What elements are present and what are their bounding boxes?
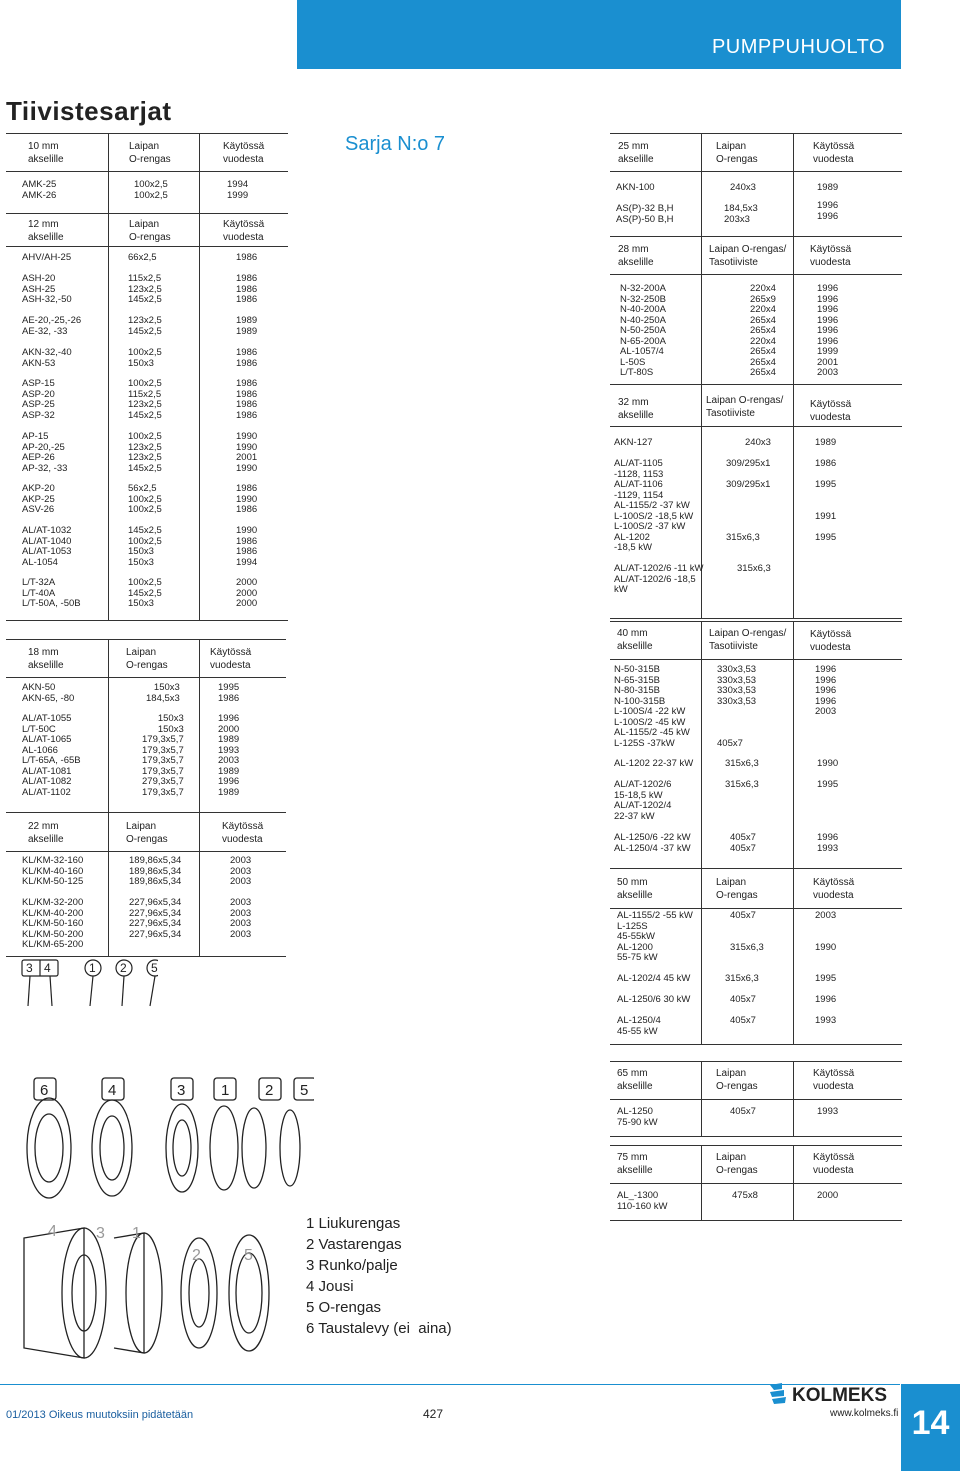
model-cell: AKN-127 (614, 437, 653, 448)
oring-cell: 315x6,3 (725, 973, 759, 984)
year-cell: 2000 (817, 1190, 839, 1201)
page-title: Tiivistesarjat (6, 96, 172, 126)
header-cell: Laipan O-rengas (126, 647, 168, 671)
oring-cell: 100x2,5 100x2,5 (134, 179, 168, 201)
part-number: 3 (177, 1082, 186, 1099)
kolmeks-logo (768, 1381, 900, 1407)
header-cell: 40 mm akselille (617, 628, 653, 652)
oring-cell: 220x4 265x9 220x4 265x4 265x4 220x4 265x4 265x4 265x4 (750, 283, 776, 378)
part-number: 2 (265, 1082, 274, 1099)
year-cell: 1996 (815, 994, 837, 1005)
year-cell: 1989 1989 (236, 315, 258, 337)
oring-cell: 315x6,3 (737, 563, 771, 574)
header-cell: Laipan O-rengas/ Tasotiiviste (709, 244, 787, 268)
model-cell: AL/AT-1105 -1128, 1153 (614, 458, 664, 480)
header-cell: 22 mm akselille (28, 821, 64, 845)
model-cell: AL-1250/4 45-55 kW (617, 1015, 661, 1037)
legend-item: 4 Jousi (306, 1278, 354, 1295)
header-cell: 10 mm akselille (28, 141, 64, 165)
model-cell: AHV/AH-25 (22, 252, 72, 263)
legend-item: 5 O-rengas (306, 1299, 382, 1316)
header-cell: Käytössä vuodesta (813, 1068, 855, 1092)
oring-cell: 240x3 (730, 182, 756, 193)
part-number: 6 (40, 1082, 49, 1099)
header-cell: Laipan O-rengas (716, 877, 758, 901)
footer-note: 01/2013 Oikeus muutoksiin pidätetään (6, 1409, 194, 1421)
model-cell: AL_-1300 110-160 kW (617, 1190, 668, 1212)
year-cell: 1995 1986 (218, 682, 240, 704)
year-cell: 1986 (815, 458, 837, 469)
header-cell: Käytössä vuodesta (222, 821, 264, 845)
part-number: 5 (300, 1082, 309, 1099)
year-cell: 1990 1986 1986 1994 (236, 525, 258, 568)
seal-drawing-parts (14, 1208, 294, 1378)
header-cell: 28 mm akselille (618, 244, 654, 268)
oring-cell: 405x7 (730, 1015, 756, 1026)
year-cell: 1990 (817, 758, 839, 769)
table-18-22mm (6, 639, 286, 956)
oring-cell: 100x2,5 123x2,5 123x2,5 145x2,5 (128, 431, 162, 474)
oring-cell: 475x8 (732, 1190, 758, 1201)
part-number: 4 (108, 1082, 117, 1099)
part-number: 1 (221, 1082, 230, 1099)
header-cell: Käytössä vuodesta (810, 244, 852, 268)
model-cell: AL-1250/6 30 kW (617, 994, 691, 1005)
model-cell: AL-1202/4 45 kW (617, 973, 691, 984)
oring-cell: 145x2,5 100x2,5 150x3 150x3 (128, 525, 162, 568)
header-cell: Laipan O-rengas (129, 141, 171, 165)
oring-cell: 189,86x5,34 189,86x5,34 189,86x5,34 (129, 855, 182, 887)
footer-divider (0, 1384, 900, 1385)
oring-cell: 100x2,5 150x3 (128, 347, 162, 369)
header-cell: Laipan O-rengas (716, 141, 758, 165)
header-cell: Laipan O-rengas/ Tasotiiviste (706, 395, 784, 419)
model-cell: AL/AT-1202/6 15-18,5 kW AL/AT-1202/4 22-37 kW (614, 779, 672, 822)
oring-cell: 405x7 (730, 1106, 756, 1117)
legend-item: 1 Liukurengas (306, 1215, 401, 1232)
header-cell: Käytössä vuodesta (813, 141, 855, 165)
table-10-12mm (6, 133, 288, 620)
part-number: 1 (132, 1225, 141, 1242)
header-cell: 25 mm akselille (618, 141, 654, 165)
oring-cell: 184,5x3 203x3 (724, 203, 758, 225)
oring-cell: 330x3,53 330x3,53 330x3,53 330x3,53 405x7 (717, 664, 757, 749)
part-number: 2 (120, 961, 127, 975)
model-cell: ASH-20 ASH-25 ASH-32,-50 (22, 273, 72, 305)
header-cell: Laipan O-rengas (126, 821, 168, 845)
header-cell: Käytössä vuodesta (210, 647, 252, 671)
parts-legend (306, 1213, 452, 1339)
model-cell: KL/KM-32-200 KL/KM-40-200 KL/KM-50-160 KL/KM-50-200 KL/KM-65-200 (22, 897, 84, 950)
part-number: 5 (244, 1247, 253, 1264)
year-cell: 1993 (817, 1106, 839, 1117)
year-cell: 2003 2003 2003 (230, 855, 252, 887)
section-title: PUMPPUHUOLTO (711, 36, 885, 58)
year-cell: 1989 (817, 182, 839, 193)
oring-cell: 150x3 150x3 179,3x5,7 179,3x5,7 179,3x5,7 179,3x5,7 279,3x5,7 179,3x5,7 (142, 713, 184, 798)
footer-code: 427 (423, 1407, 444, 1421)
header-cell: Laipan O-rengas/ Tasotiiviste (709, 628, 787, 652)
model-cell: AL/AT-1055 L/T-50C AL/AT-1065 AL-1066 L/T-65A, -65B AL/AT-1081 AL/AT-1082 AL/AT-1102 (22, 713, 81, 798)
part-number: 5 (151, 961, 158, 975)
header-cell: Käytössä vuodesta (223, 219, 265, 243)
model-cell: AKN-32,-40 AKN-53 (22, 347, 72, 369)
oring-cell: 115x2,5 123x2,5 145x2,5 (128, 273, 162, 305)
oring-cell: 56x2,5 100x2,5 100x2,5 (128, 483, 162, 515)
table-65mm (610, 1061, 902, 1136)
year-cell: 1986 1990 1986 (236, 483, 258, 515)
table-25-28-32mm (610, 133, 902, 618)
year-cell: 1996 1996 1996 1996 2003 (815, 664, 837, 717)
year-cell: 1994 1999 (227, 179, 249, 201)
model-cell: N-50-315B N-65-315B N-80-315B N-100-315B L-100S/4 -22 kW L-100S/2 -45 kW AL-1155/2 -45 kW L-125S -37kW (614, 664, 690, 749)
brand-name: KOLMEKS (792, 1385, 887, 1406)
legend-item: 6 Taustalevy (ei aina) (306, 1320, 452, 1337)
oring-cell: 405x7 315x6,3 (730, 910, 764, 953)
header-cell: Käytössä vuodesta (810, 629, 852, 653)
year-cell: 1986 1986 (236, 347, 258, 369)
table-40-50mm (610, 621, 902, 1044)
page-number-box (901, 1384, 960, 1471)
model-cell: L/T-32A L/T-40A L/T-50A, -50B (22, 577, 81, 609)
legend-item: 2 Vastarengas (306, 1236, 402, 1253)
oring-cell: 66x2,5 (128, 252, 157, 263)
oring-cell: 150x3 184,5x3 (146, 682, 180, 704)
oring-cell: 227,96x5,34 227,96x5,34 227,96x5,34 227,96x5,34 (129, 897, 182, 940)
header-cell: Käytössä vuodesta (813, 1152, 855, 1176)
header-cell: 18 mm akselille (28, 647, 64, 671)
oring-cell: 100x2,5 145x2,5 150x3 (128, 577, 162, 609)
oring-cell: 240x3 (745, 437, 771, 448)
part-number: 3 (26, 961, 33, 975)
model-cell: AL-1155/2 -55 kW L-125S 45-55kW AL-1200 55-75 kW (617, 910, 693, 963)
model-cell: N-32-200A N-32-250B N-40-200A N-40-250A N-50-250A N-65-200A AL-1057/4 L-50S L/T-80S (620, 283, 666, 378)
model-cell: KL/KM-32-160 KL/KM-40-160 KL/KM-50-125 (22, 855, 84, 887)
model-cell: AL/AT-1032 AL/AT-1040 AL/AT-1053 AL-1054 (22, 525, 72, 568)
year-cell: 1996 1996 (817, 200, 839, 222)
oring-cell: 123x2,5 145x2,5 (128, 315, 162, 337)
year-cell: 2003 1990 (815, 910, 837, 953)
header-cell: Käytössä vuodesta (810, 399, 852, 423)
part-number: 4 (48, 1223, 57, 1240)
oring-cell: 309/295x1 315x6,3 (726, 479, 771, 543)
page-number: 14 (911, 1404, 950, 1442)
year-cell: 1989 (815, 437, 837, 448)
model-cell: AKN-50 AKN-65, -80 (22, 682, 75, 704)
oring-cell: 315x6,3 (725, 758, 759, 769)
year-cell: 1996 2000 1989 1993 2003 1989 1996 1989 (218, 713, 240, 798)
year-cell: 1995 1991 1995 (815, 479, 837, 543)
oring-cell: 405x7 (730, 994, 756, 1005)
year-cell: 1996 1993 (817, 832, 839, 854)
seal-drawing-small (18, 958, 158, 1008)
oring-cell: 100x2,5 115x2,5 123x2,5 145x2,5 (128, 378, 162, 421)
year-cell: 2000 2000 2000 (236, 577, 258, 609)
model-cell: AL/AT-1106 -1129, 1154 AL-1155/2 -37 kW L-100S/2 -18,5 kW L-100S/2 -37 kW AL-1202 -18,5 kW (614, 479, 694, 553)
header-cell: Käytössä vuodesta (223, 141, 265, 165)
header-cell: 32 mm akselille (618, 397, 654, 421)
year-cell: 1993 (815, 1015, 837, 1026)
model-cell: AL/AT-1202/6 -11 kW AL/AT-1202/6 -18,5 kW (614, 563, 704, 595)
year-cell: 1996 1996 1996 1996 1996 1996 1999 2001 2003 (817, 283, 839, 378)
year-cell: 1995 (815, 973, 837, 984)
part-number: 4 (44, 961, 51, 975)
footer-url[interactable]: www.kolmeks.fi (830, 1408, 899, 1419)
year-cell: 2003 2003 2003 2003 (230, 897, 252, 940)
oring-cell: 405x7 405x7 (730, 832, 756, 854)
header-cell: 65 mm akselille (617, 1068, 653, 1092)
year-cell: 1986 1986 1986 (236, 273, 258, 305)
header-cell: Laipan O-rengas (716, 1068, 758, 1092)
model-cell: AS(P)-32 B,H AS(P)-50 B,H (616, 203, 674, 225)
header-cell: Laipan O-rengas (716, 1152, 758, 1176)
year-cell: 1986 1986 1986 1986 (236, 378, 258, 421)
model-cell: AL-1250/6 -22 kW AL-1250/4 -37 kW (614, 832, 691, 854)
model-cell: AMK-25 AMK-26 (22, 179, 57, 201)
oring-cell: 315x6,3 (725, 779, 759, 790)
model-cell: AKN-100 (616, 182, 655, 193)
header-cell: 75 mm akselille (617, 1152, 653, 1176)
header-cell: Käytössä vuodesta (813, 877, 855, 901)
oring-cell: 309/295x1 (726, 458, 771, 469)
model-cell: AKP-20 AKP-25 ASV-26 (22, 483, 55, 515)
header-cell: Laipan O-rengas (129, 219, 171, 243)
year-cell: 1986 (236, 252, 258, 263)
model-cell: AL-1202 22-37 kW (614, 758, 694, 769)
year-cell: 1995 (817, 779, 839, 790)
year-cell: 1990 1990 2001 1990 (236, 431, 258, 474)
header-cell: 50 mm akselille (617, 877, 653, 901)
seal-drawing-exploded (14, 1068, 314, 1208)
model-cell: AP-15 AP-20,-25 AEP-26 AP-32, -33 (22, 431, 68, 474)
model-cell: AL-1250 75-90 kW (617, 1106, 658, 1128)
table-75mm (610, 1145, 902, 1220)
part-number: 3 (96, 1225, 105, 1242)
series-label: Sarja N:o 7 (345, 133, 446, 155)
legend-item: 3 Runko/palje (306, 1257, 398, 1274)
model-cell: ASP-15 ASP-20 ASP-25 ASP-32 (22, 378, 55, 421)
part-number: 1 (89, 961, 96, 975)
header-cell: 12 mm akselille (28, 219, 64, 243)
model-cell: AE-20,-25,-26 AE-32, -33 (22, 315, 82, 337)
part-number: 2 (192, 1247, 201, 1264)
